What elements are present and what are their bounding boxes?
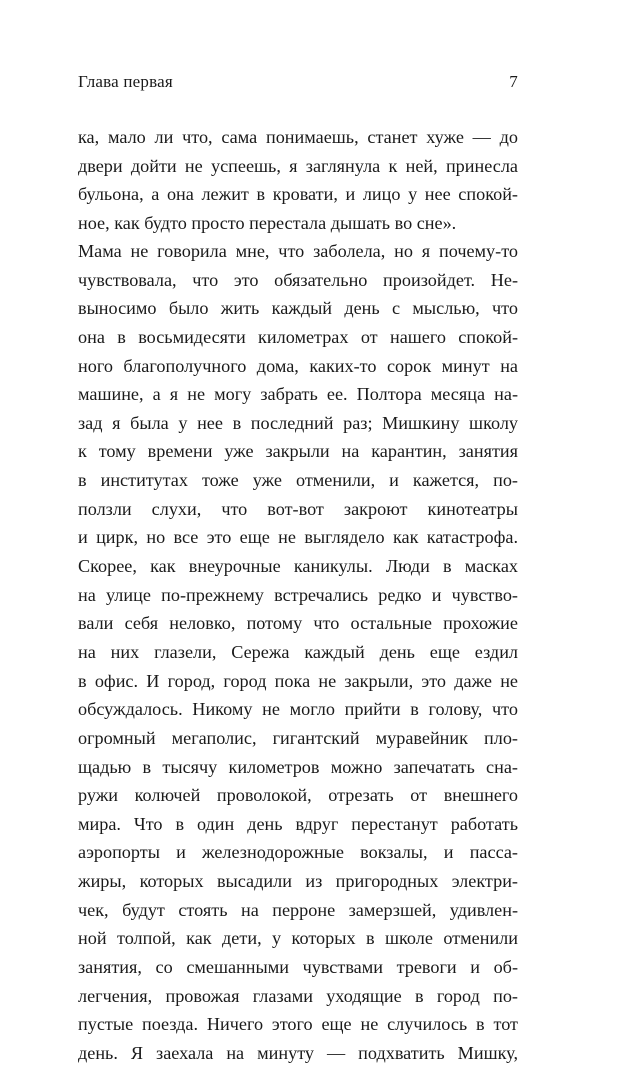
text-line: в институтах тоже уже отменили, и кажется, по-	[78, 470, 518, 491]
text-line: вали себя неловко, потому что остальные прохожие	[78, 613, 518, 634]
text-line: жиры, которых высадили из пригородных электри-	[78, 871, 518, 892]
text-line: ной толпой, как дети, у которых в школе отменили	[78, 928, 518, 949]
text-line: к тому времени уже закрыли на карантин, занятия	[78, 441, 518, 462]
text-line: в офис. И город, город пока не закрыли, это даже не	[78, 670, 518, 691]
text-line: на улице по-прежнему встречались редко и чувство-	[78, 584, 518, 605]
chapter-title: Глава первая	[78, 72, 173, 91]
text-line: двери дойти не успеешь, я заглянула к ней, принесла	[78, 155, 518, 176]
text-line: выносимо было жить каждый день с мыслью, что	[78, 298, 518, 319]
paragraph-2	[78, 237, 518, 1068]
text-line: занятия, со смешанными чувствами тревоги и об-	[78, 957, 518, 978]
text-line: обсуждалось. Никому не могло прийти в голову, что	[78, 699, 518, 720]
text-line: и цирк, но все это еще не выглядело как катастрофа.	[78, 527, 518, 548]
text-line: ного благополучного дома, каких-то сорок минут на	[78, 355, 518, 376]
page-number: 7	[509, 72, 518, 91]
text-line: аэропорты и железнодорожные вокзалы, и пасса-	[78, 842, 518, 863]
text-line: чек, будут стоять на перроне замерзшей, удивлен-	[78, 899, 518, 920]
text-line: щадью в тысячу километров можно запечатать сна-	[78, 756, 518, 777]
running-head	[78, 72, 518, 96]
text-line: Скорее, как внеурочные каникулы. Люди в масках	[78, 556, 518, 577]
text-line: чувствовала, что это обязательно произойдет. Не-	[78, 269, 518, 290]
paragraph-1	[78, 123, 518, 238]
text-line: машине, а я не могу забрать ее. Полтора месяца на-	[78, 384, 518, 405]
text-line: она в восьмидесяти километрах от нашего спокой-	[78, 326, 518, 347]
text-line: Мама не говорила мне, что заболела, но я почему-то	[78, 241, 518, 261]
text-line: ружи колючей проволокой, отрезать от внешнего	[78, 785, 518, 806]
text-line: ползли слухи, что вот-вот закроют кинотеатры	[78, 498, 518, 519]
text-line: зад я была у нее в последний раз; Мишкину школу	[78, 412, 518, 433]
text-line: легчения, провожая глазами уходящие в город по-	[78, 985, 518, 1006]
text-line: огромный мегаполис, гигантский муравейник пло-	[78, 727, 518, 748]
text-line: пустые поезда. Ничего этого еще не случилось в тот	[78, 1014, 518, 1035]
book-page	[78, 0, 518, 1063]
text-line: мира. Что в один день вдруг перестанут работать	[78, 813, 518, 834]
text-line: день. Я заехала на минуту — подхватить Мишку,	[78, 1042, 518, 1063]
text-line: ное, как будто просто перестала дышать во сне».	[78, 212, 457, 233]
text-line: бульона, а она лежит в кровати, и лицо у нее спокой-	[78, 184, 518, 205]
text-line: ка, мало ли что, сама понимаешь, станет хуже — до	[78, 127, 518, 147]
text-line: на них глазели, Сережа каждый день еще ездил	[78, 641, 518, 662]
